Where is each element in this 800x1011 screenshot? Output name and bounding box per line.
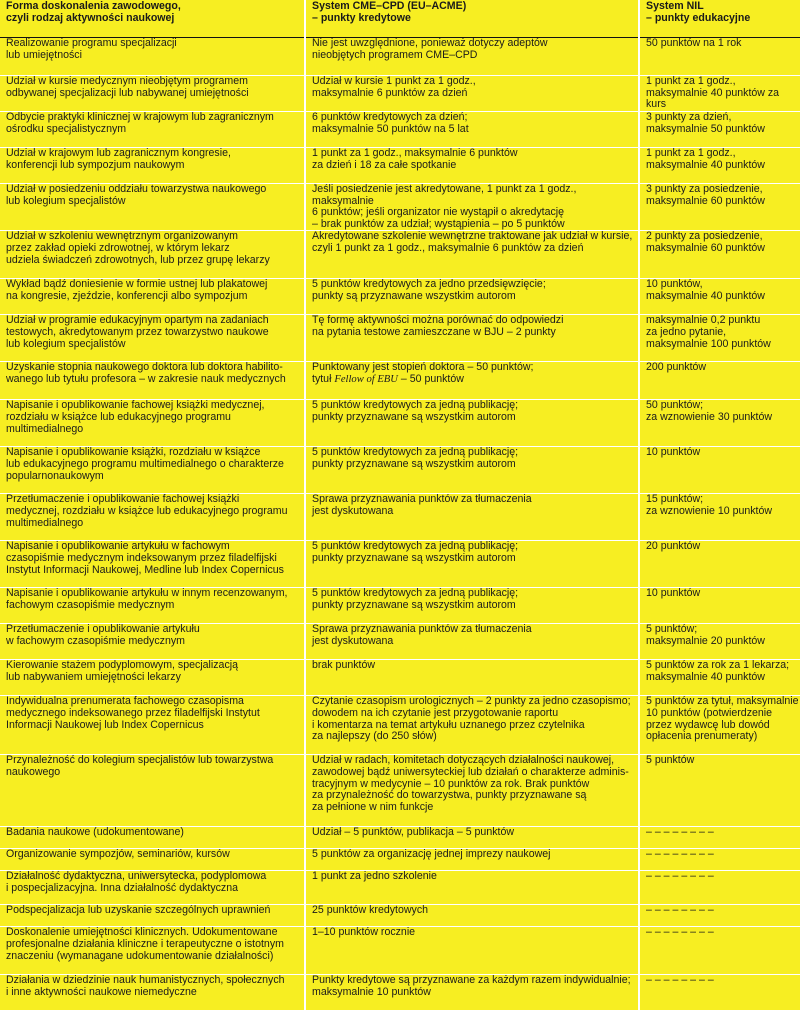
fellow-title: Fellow of EBU — [334, 373, 398, 385]
cell-activity-form: Przetłumaczenie i opublikowanie artykułu w fachowym czasopiśmie medycznym — [0, 624, 305, 660]
cell-cme-points: Czytanie czasopism urologicznych – 2 punkty za jedno czasopismo; dowodem na ich czytanie jest przygotowanie raportu i komentarza na temat artykułu uznanego przez czytelnika za najlepszy (do 250 słów) — [305, 696, 639, 755]
table-row — [0, 660, 800, 696]
table-row — [0, 231, 800, 279]
table-row — [0, 871, 800, 905]
cell-cme-points: 1 punkt za jedno szkolenie — [305, 871, 639, 905]
cell-cme-points: 5 punktów kredytowych za jedną publikację; punkty przyznawane są wszystkim autorom — [305, 447, 639, 494]
cell-cme-points: 6 punktów kredytowych za dzień; maksymalnie 50 punktów na 5 lat — [305, 112, 639, 148]
cell-nil-points: 10 punktów — [639, 447, 800, 494]
cell-nil-points: 3 punkty za posiedzenie, maksymalnie 60 punktów — [639, 184, 800, 231]
cell-nil-points: – – – – – – – – — [639, 871, 800, 905]
header-row — [0, 0, 800, 38]
cell-activity-form: Udział w posiedzeniu oddziału towarzystwa naukowego lub kolegium specjalistów — [0, 184, 305, 231]
cell-activity-form: Przynależność do kolegium specjalistów lub towarzystwa naukowego — [0, 755, 305, 827]
cell-nil-points: 20 punktów — [639, 541, 800, 588]
cell-activity-form: Działania w dziedzinie nauk humanistycznych, społecznych i inne aktywności naukowe niemedyczne — [0, 975, 305, 1011]
cell-activity-form: Kierowanie stażem podyplomowym, specjalizacją lub nabywaniem umiejętności lekarzy — [0, 660, 305, 696]
table-row — [0, 76, 800, 112]
cell-cme-points: 1–10 punktów rocznie — [305, 927, 639, 975]
cell-nil-points: 1 punkt za 1 godz., maksymalnie 40 punktów za kurs — [639, 76, 800, 112]
cell-cme-points: 5 punktów kredytowych za jedną publikację; punkty przyznawane są wszystkim autorom — [305, 588, 639, 624]
cell-activity-form: Podspecjalizacja lub uzyskanie szczególnych uprawnień — [0, 905, 305, 927]
cell-nil-points: 2 punkty za posiedzenie, maksymalnie 60 punktów — [639, 231, 800, 279]
cell-cme-points: Jeśli posiedzenie jest akredytowane, 1 punkt za 1 godz., maksymalnie 6 punktów; jeśli organizator nie wystąpił o akredytację – brak punktów za udział; wystąpienia – po 5 punktów — [305, 184, 639, 231]
table-row — [0, 827, 800, 849]
cell-cme-points: 5 punktów kredytowych za jedną publikację; punkty przyznawane są wszystkim autorom — [305, 541, 639, 588]
table-row — [0, 112, 800, 148]
cell-activity-form: Napisanie i opublikowanie artykułu w innym recenzowanym, fachowym czasopiśmie medycznym — [0, 588, 305, 624]
cell-activity-form: Przetłumaczenie i opublikowanie fachowej książki medycznej, rozdziału w książce lub edukacyjnego programu multimedialnego — [0, 494, 305, 541]
cell-nil-points: maksymalnie 0,2 punktu za jedno pytanie, maksymalnie 100 punktów — [639, 315, 800, 362]
cell-nil-points: 5 punktów; maksymalnie 20 punktów — [639, 624, 800, 660]
cme-doctor-points: Punktowany jest stopień doktora – 50 punktów; — [312, 361, 534, 374]
table-row — [0, 362, 800, 400]
table-row — [0, 927, 800, 975]
cell-activity-form: Udział w krajowym lub zagranicznym kongresie, konferencji lub sympozjum naukowym — [0, 148, 305, 184]
cell-nil-points: 50 punktów; za wznowienie 30 punktów — [639, 400, 800, 447]
cell-cme-points: Tę formę aktywności można porównać do odpowiedzi na pytania testowe zamieszczane w BJU – 2 punkty — [305, 315, 639, 362]
table-row — [0, 541, 800, 588]
cme-title-suffix: – 50 punktów — [397, 372, 464, 385]
table-row — [0, 315, 800, 362]
table-row — [0, 400, 800, 447]
cell-nil-points: 5 punktów za rok za 1 lekarza; maksymalnie 40 punktów — [639, 660, 800, 696]
cell-activity-form: Badania naukowe (udokumentowane) — [0, 827, 305, 849]
cell-cme-points: 1 punkt za 1 godz., maksymalnie 6 punktów za dzień i 18 za całe spotkanie — [305, 148, 639, 184]
cell-cme-points: Udział – 5 punktów, publikacja – 5 punktów — [305, 827, 639, 849]
cell-activity-form: Działalność dydaktyczna, uniwersytecka, podyplomowa i pospecjalizacyjna. Inna działalność dydaktyczna — [0, 871, 305, 905]
cell-nil-points: 200 punktów — [639, 362, 800, 400]
cell-cme-points: Akredytowane szkolenie wewnętrzne traktowane jak udział w kursie, czyli 1 punkt za 1 godz., maksymalnie 6 punktów za dzień — [305, 231, 639, 279]
cell-cme-points: 5 punktów za organizację jednej imprezy naukowej — [305, 849, 639, 871]
table-row — [0, 755, 800, 827]
cell-nil-points: 5 punktów za tytuł, maksymalnie 10 punktów (potwierdzenie przez wydawcę lub dowód opłacenia prenumeraty) — [639, 696, 800, 755]
cell-nil-points: 15 punktów; za wznowienie 10 punktów — [639, 494, 800, 541]
cell-cme-points — [305, 362, 639, 400]
table-row — [0, 588, 800, 624]
cell-nil-points: – – – – – – – – — [639, 827, 800, 849]
cell-activity-form: Napisanie i opublikowanie fachowej książki medycznej, rozdziału w książce lub edukacyjnego programu multimedialnego — [0, 400, 305, 447]
table-row — [0, 184, 800, 231]
cell-cme-points: Udział w radach, komitetach dotyczących działalności naukowej, zawodowej bądź uniwersyteckiej lub działań o charakterze adminis- tracyjnym w medycynie – 10 punktów za rok. Brak punktów za przynależność do towarzystwa, punkty przyznawane są za pełnione w nim funkcje — [305, 755, 639, 827]
cell-cme-points: Nie jest uwzględnione, ponieważ dotyczy adeptów nieobjętych programem CME–CPD — [305, 38, 639, 76]
cell-activity-form: Odbycie praktyki klinicznej w krajowym lub zagranicznym ośrodku specjalistycznym — [0, 112, 305, 148]
cell-nil-points: – – – – – – – – — [639, 975, 800, 1011]
cell-cme-points: Sprawa przyznawania punktów za tłumaczenia jest dyskutowana — [305, 624, 639, 660]
cell-cme-points: brak punktów — [305, 660, 639, 696]
cell-nil-points: – – – – – – – – — [639, 927, 800, 975]
cell-activity-form: Udział w programie edukacyjnym opartym na zadaniach testowych, akredytowanym przez towarzystwo naukowe lub kolegium specjalistów — [0, 315, 305, 362]
table-body — [0, 38, 800, 1011]
cell-activity-form: Udział w szkoleniu wewnętrznym organizowanym przez zakład opieki zdrowotnej, w którym lekarz udziela świadczeń zdrowotnych, lub przez grupę lekarzy — [0, 231, 305, 279]
table-header — [0, 0, 800, 38]
cell-nil-points: 3 punkty za dzień, maksymalnie 50 punktów — [639, 112, 800, 148]
cell-nil-points: 50 punktów na 1 rok — [639, 38, 800, 76]
table-row — [0, 975, 800, 1011]
table-row — [0, 38, 800, 76]
header-nil: System NIL – punkty edukacyjne — [639, 0, 800, 38]
table-row — [0, 624, 800, 660]
cell-activity-form: Doskonalenie umiejętności klinicznych. Udokumentowane profesjonalne działania kliniczne i terapeutyczne o istotnym znaczeniu (wymanagane udokumentowanie działalności) — [0, 927, 305, 975]
table-row — [0, 494, 800, 541]
table-row — [0, 279, 800, 315]
cell-nil-points: – – – – – – – – — [639, 905, 800, 927]
header-activity-form: Forma doskonalenia zawodowego, czyli rodzaj aktywności naukowej — [0, 0, 305, 38]
cell-cme-points: Sprawa przyznawania punktów za tłumaczenia jest dyskutowana — [305, 494, 639, 541]
cell-activity-form: Udział w kursie medycznym nieobjętym programem odbywanej specjalizacji lub nabywanej umiejętności — [0, 76, 305, 112]
cell-nil-points: 5 punktów — [639, 755, 800, 827]
cell-activity-form: Indywidualna prenumerata fachowego czasopisma medycznego indeksowanego przez filadelfijski Instytut Informacji Naukowej lub Index Copernicus — [0, 696, 305, 755]
cell-activity-form: Uzyskanie stopnia naukowego doktora lub doktora habilito- wanego lub tytułu profesora – w zakresie nauk medycznych — [0, 362, 305, 400]
cell-activity-form: Organizowanie sympozjów, seminariów, kursów — [0, 849, 305, 871]
cell-activity-form: Napisanie i opublikowanie książki, rozdziału w książce lub edukacyjnego programu multimedialnego o charakterze popularnonaukowym — [0, 447, 305, 494]
cell-cme-points: Punkty kredytowe są przyznawane za każdym razem indywidualnie; maksymalnie 10 punktów — [305, 975, 639, 1011]
cell-nil-points: 10 punktów — [639, 588, 800, 624]
table-row — [0, 696, 800, 755]
cell-cme-points: 25 punktów kredytowych — [305, 905, 639, 927]
cell-cme-points: 5 punktów kredytowych za jedną publikację; punkty przyznawane są wszystkim autorom — [305, 400, 639, 447]
cell-cme-points: 5 punktów kredytowych za jedno przedsięwzięcie; punkty są przyznawane wszystkim autorom — [305, 279, 639, 315]
cell-activity-form: Realizowanie programu specjalizacji lub umiejętności — [0, 38, 305, 76]
cell-cme-points: Udział w kursie 1 punkt za 1 godz., maksymalnie 6 punktów za dzień — [305, 76, 639, 112]
cell-nil-points: 1 punkt za 1 godz., maksymalnie 40 punktów — [639, 148, 800, 184]
header-cme-cpd: System CME–CPD (EU–ACME) – punkty kredytowe — [305, 0, 639, 38]
table-row — [0, 148, 800, 184]
cme-title-prefix: tytuł — [312, 372, 335, 385]
table-row — [0, 905, 800, 927]
table-row — [0, 447, 800, 494]
cell-activity-form: Napisanie i opublikowanie artykułu w fachowym czasopiśmie medycznym indeksowanym przez filadelfijski Instytut Informacji Naukowej, Medline lub Index Copernicus — [0, 541, 305, 588]
cell-nil-points: 10 punktów, maksymalnie 40 punktów — [639, 279, 800, 315]
cell-nil-points: – – – – – – – – — [639, 849, 800, 871]
table-row — [0, 849, 800, 871]
cell-activity-form: Wykład bądź doniesienie w formie ustnej lub plakatowej na kongresie, zjeździe, konferencji albo sympozjum — [0, 279, 305, 315]
